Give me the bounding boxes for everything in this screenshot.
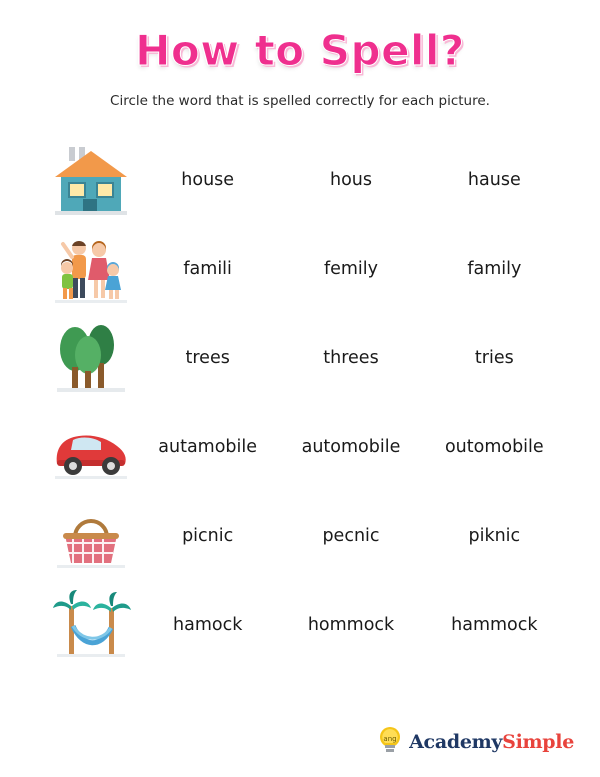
- question-row: [0, 402, 600, 491]
- brand-footer: [377, 725, 574, 759]
- word-option[interactable]: family: [467, 258, 522, 279]
- word-option[interactable]: picnic: [182, 525, 234, 546]
- word-options: [136, 170, 566, 190]
- question-row: [0, 135, 600, 224]
- word-options: [136, 348, 566, 368]
- word-option[interactable]: hommock: [307, 614, 395, 635]
- word-option[interactable]: automobile: [301, 436, 401, 457]
- picnic-basket-icon: [46, 496, 136, 576]
- car-icon: [46, 407, 136, 487]
- question-row: [0, 491, 600, 580]
- word-options: [136, 437, 566, 457]
- word-option[interactable]: hause: [467, 169, 521, 190]
- word-option[interactable]: hammock: [451, 614, 538, 635]
- trees-icon: [46, 318, 136, 398]
- svg-text:ang: ang: [383, 735, 397, 743]
- hammock-icon: [46, 585, 136, 665]
- brand-name: [409, 731, 574, 753]
- page-title: How to Spell?: [135, 26, 465, 75]
- word-options: [136, 259, 566, 279]
- question-row: [0, 224, 600, 313]
- word-option[interactable]: femily: [323, 258, 379, 279]
- word-option[interactable]: hous: [329, 169, 372, 190]
- instructions-text: Circle the word that is spelled correctly for each picture.: [110, 93, 490, 109]
- question-row: [0, 580, 600, 669]
- brand-name-second: Simple: [502, 731, 574, 753]
- word-options: [136, 615, 566, 635]
- word-option[interactable]: tries: [474, 347, 514, 368]
- word-option[interactable]: threes: [323, 347, 379, 368]
- word-option[interactable]: hamock: [173, 614, 243, 635]
- word-option[interactable]: pecnic: [322, 525, 380, 546]
- question-list: [0, 135, 600, 669]
- word-option[interactable]: piknic: [468, 525, 521, 546]
- word-option[interactable]: famili: [183, 258, 232, 279]
- word-option[interactable]: trees: [185, 347, 230, 368]
- lightbulb-icon: [377, 725, 403, 759]
- word-options: [136, 526, 566, 546]
- question-row: [0, 313, 600, 402]
- house-icon: [46, 140, 136, 220]
- brand-name-first: Academy: [409, 731, 503, 753]
- word-option[interactable]: house: [181, 169, 235, 190]
- word-option[interactable]: outomobile: [444, 436, 544, 457]
- word-option[interactable]: autamobile: [158, 436, 258, 457]
- family-icon: [46, 229, 136, 309]
